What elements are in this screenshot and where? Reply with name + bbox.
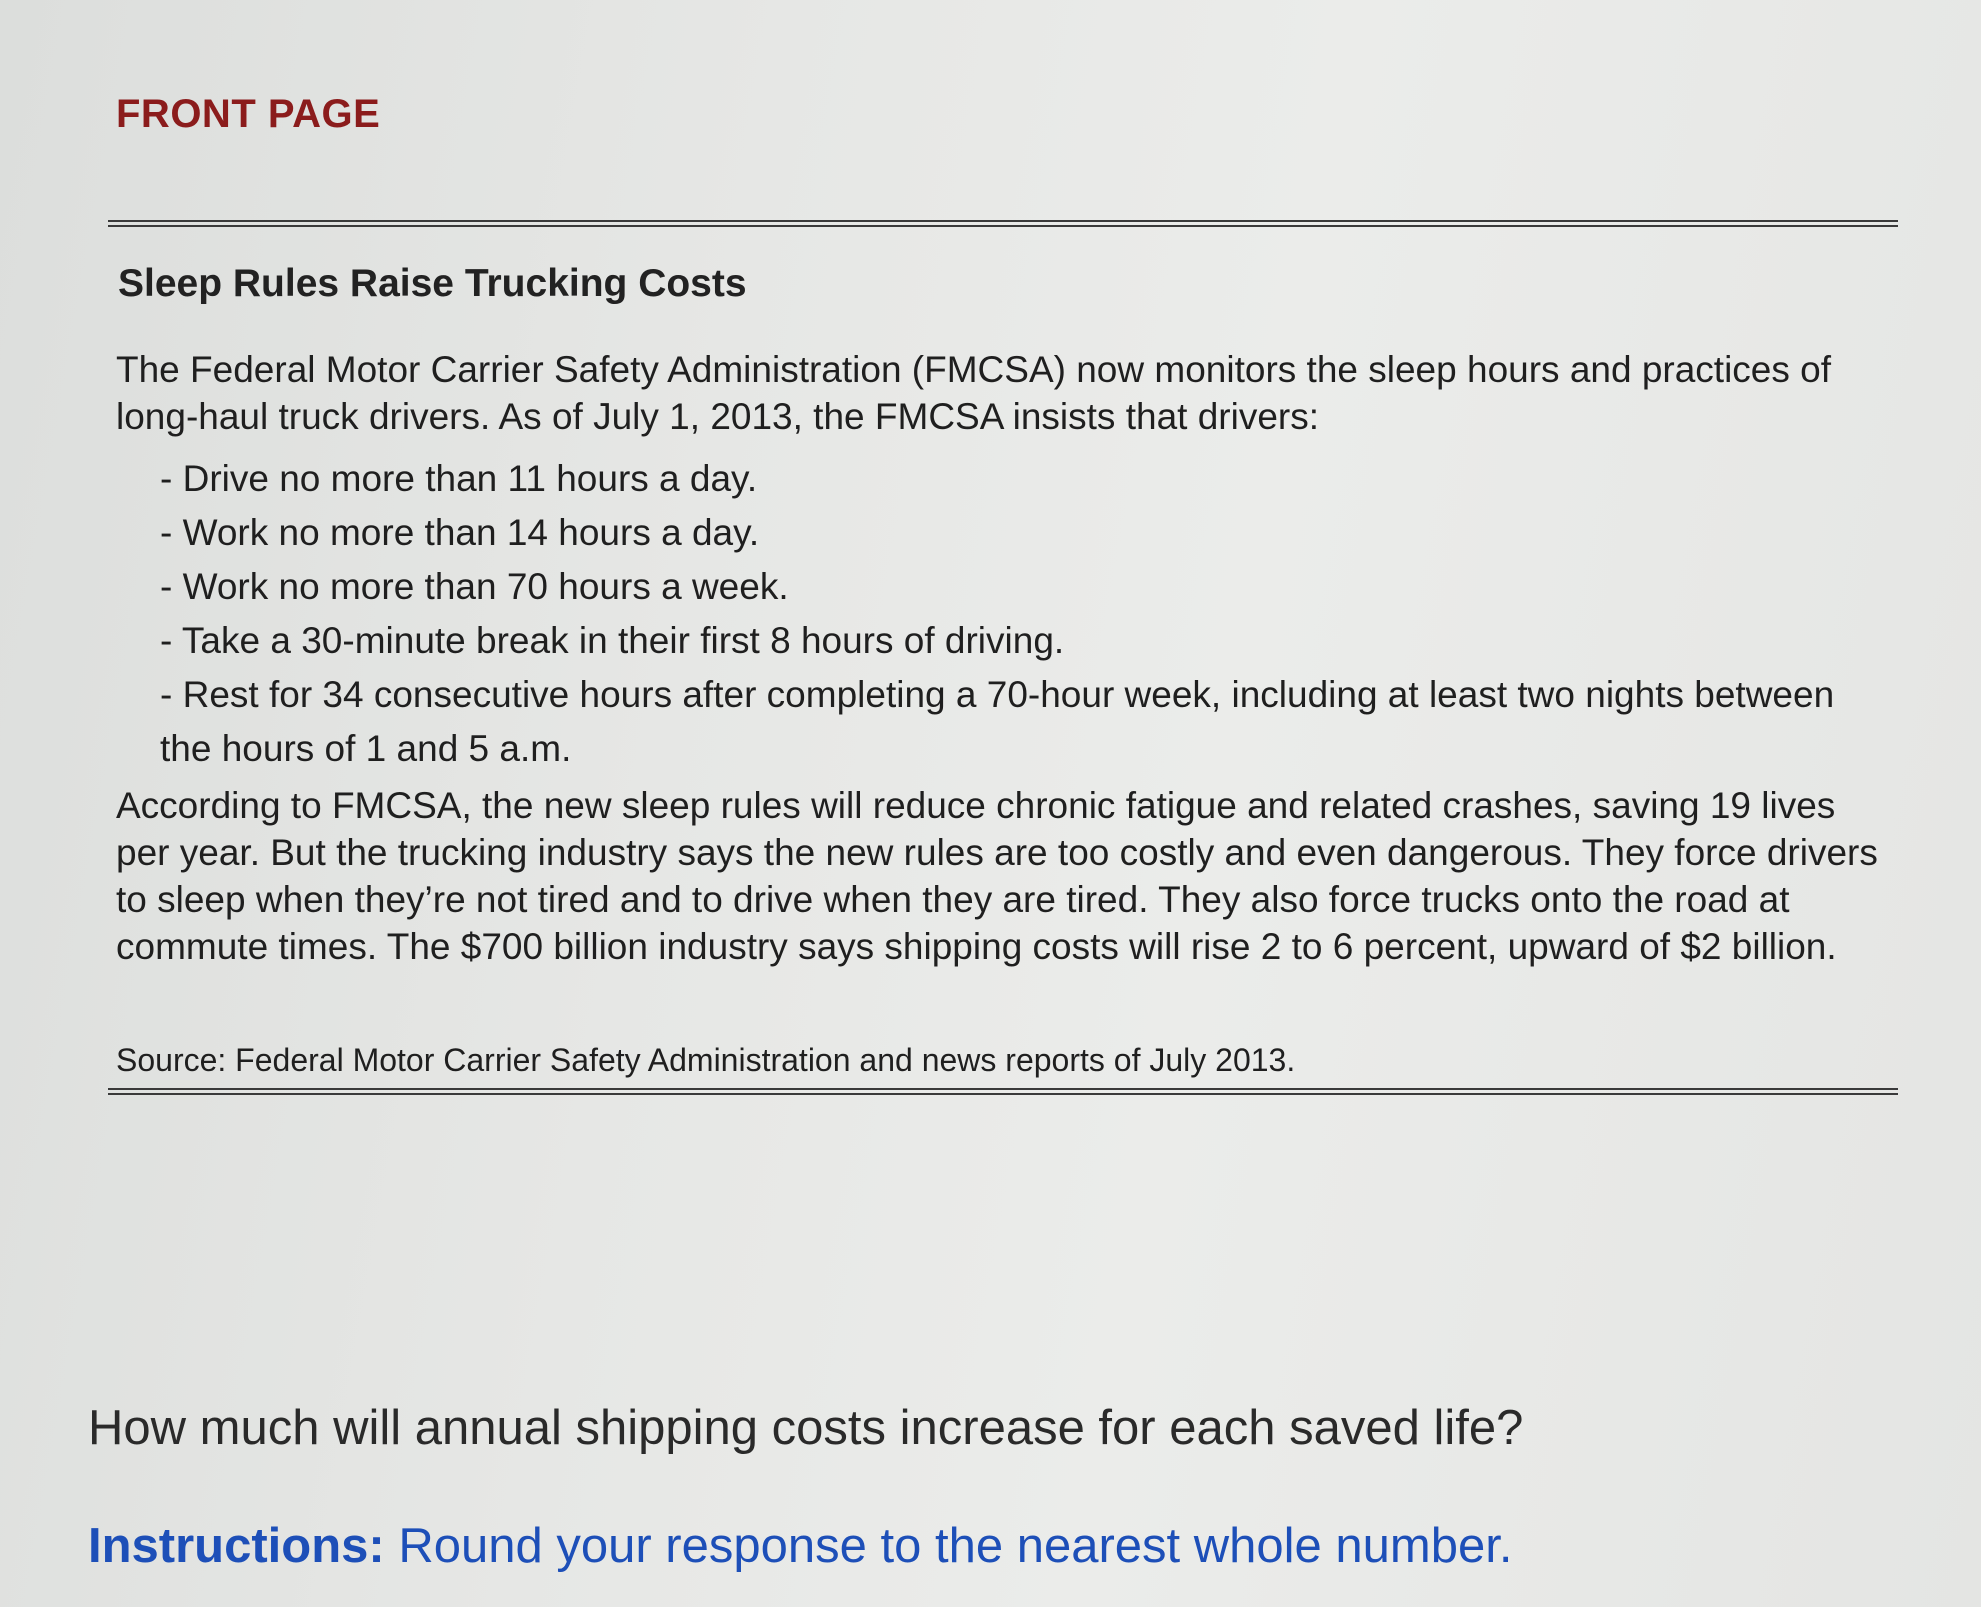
rule-item: - Drive no more than 11 hours a day. <box>160 458 758 499</box>
article-source: Source: Federal Motor Carrier Safety Administration and news reports of July 2013. <box>116 1042 1296 1078</box>
instructions-label: Instructions: <box>88 1519 385 1573</box>
rule-item: - Rest for 34 consecutive hours after completing a 70-hour week, including at least two nights between the hours of 1 and 5 a.m. <box>160 674 1835 769</box>
article-paragraph: According to FMCSA, the new sleep rules will reduce chronic fatigue and related crashes, saving 19 lives per year. But the trucking industry says the new rules are too costly and even dangerous. They force drivers to sleep when they’re not tired and to drive when they are tired. They also force trucks onto the road at commute times. The $700 billion industry says shipping costs will rise 2 to 6 percent, upward of $2 billion. <box>116 785 1878 967</box>
section-label: FRONT PAGE <box>116 92 381 136</box>
top-divider <box>108 220 1898 227</box>
rule-item: - Take a 30-minute break in their first 8 hours of driving. <box>160 620 1065 661</box>
article-intro: The Federal Motor Carrier Safety Administration (FMCSA) now monitors the sleep hours and practices of long-haul truck drivers. As of July 1, 2013, the FMCSA insists that drivers: <box>116 349 1832 437</box>
article-headline: Sleep Rules Raise Trucking Costs <box>118 262 747 305</box>
bottom-divider <box>108 1088 1898 1095</box>
instructions <box>88 1518 1512 1574</box>
question-prompt: How much will annual shipping costs increase for each saved life? <box>88 1401 1524 1455</box>
rule-item: - Work no more than 14 hours a day. <box>160 512 760 553</box>
instructions-text: Round your response to the nearest whole number. <box>398 1519 1513 1573</box>
rules-list <box>160 452 1860 776</box>
rule-item: - Work no more than 70 hours a week. <box>160 566 789 607</box>
